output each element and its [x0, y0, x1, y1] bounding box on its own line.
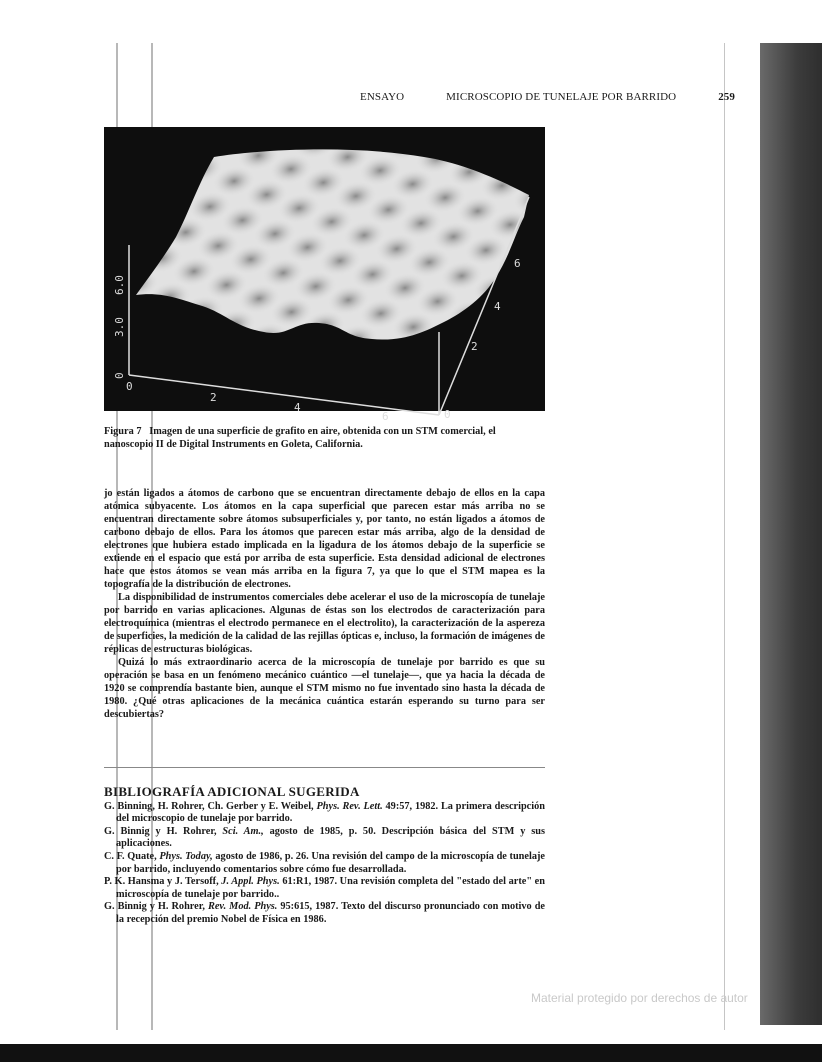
copyright-watermark: Material protegido por derechos de autor [531, 991, 748, 1005]
ref-details: 49:57, 1982. La primera descripción del microscopio de tunelaje por barrido. [116, 800, 545, 825]
caption-label: Figura 7 [104, 426, 142, 437]
ref-details: agosto de 1986, p. 26. Una revisión del campo de la microscopía de tunelaje por barrido, incluyendo comentarios sobre cómo fue desarrollada. [116, 850, 545, 875]
x-tick: 0 [126, 380, 133, 393]
reference-item [104, 876, 545, 901]
y-tick: 6 [514, 257, 521, 270]
ref-journal: Phys. Today, [159, 850, 213, 862]
ref-authors: G. Binnig y H. Rohrer, [104, 825, 217, 837]
surface [136, 149, 529, 339]
x-tick: 2 [210, 391, 217, 404]
ref-details: 95:615, 1987. Texto del discurso pronunciado con motivo de la recepción del premio Nobel de Física en 1986. [116, 901, 545, 925]
page-edge-line [724, 43, 725, 1030]
scan-edge-shadow [760, 43, 822, 1025]
paragraph: La disponibilidad de instrumentos comerciales debe acelerar el uso de la microscopía de tunelaje por barrido en varias aplicaciones. Algunas de éstas son los electrodos de caracterización para electroquímica (mientras el electrodo permanece en el electrolito), la caracterización de la aspereza de superficies, la medición de la calidad de las rejillas ópticas e, incluso, la formación de imágenes de réplicas de estructuras biológicas. [104, 592, 545, 655]
z-tick: 0 [113, 372, 126, 379]
body-text [104, 487, 545, 721]
paragraph: jo están ligados a átomos de carbono que se encuentran directamente debajo de ellos en la capa atómica subyacente. Los átomos en la capa superficial que parecen estar más arriba no se encuentran directamente sobre átomos subsuperficiales y, por tanto, no están ligados a átomos de carbono debajo de ellos. Para los átomos que parecen estar más arriba, algo de la densidad de electrones que hubiera estado implicada en la ligadura de los átomos debajo de la superficie se extiende en el espacio que está por arriba de esta superficie. Esta densidad adicional de electrones hace que estos átomos se vean más arriba en la figura 7, ya que lo que el STM mapea es la topografía de la distribución de electrones. [104, 488, 545, 590]
reference-item [104, 801, 545, 826]
stm-surface-figure [104, 127, 545, 423]
ref-details: 61:R1, 1987. Una revisión completa del "estado del arte" en microscopía de tunelaje por barrido.. [116, 876, 545, 900]
ref-authors: G. Binning, H. Rohrer, Ch. Gerber y E. Weibel, [104, 800, 314, 812]
reference-item [104, 826, 545, 851]
x-tick: 6 [382, 410, 389, 423]
ref-details: agosto de 1985, p. 50. Descripción básica del STM y sus aplicaciones. [116, 825, 545, 850]
bibliography [104, 786, 545, 927]
page-number: 259 [718, 91, 735, 103]
ref-journal: Rev. Mod. Phys. [207, 901, 278, 913]
running-header [360, 91, 735, 103]
z-tick: 6.0 [113, 275, 126, 295]
section-divider [104, 767, 545, 768]
header-section: ENSAYO [360, 91, 405, 103]
header-title: MICROSCOPIO DE TUNELAJE POR BARRIDO [446, 91, 677, 103]
ref-authors: C. F. Quate, [104, 850, 157, 862]
caption-text: Imagen de una superficie de grafito en aire, obtenida con un STM comercial, el nanoscopio II de Digital Instruments en Goleta, California. [104, 426, 496, 450]
ref-journal: J. Appl. Phys. [221, 876, 280, 888]
paragraph: Quizá lo más extraordinario acerca de la microscopía de tunelaje por barrido es que su operación se basa en un fenómeno mecánico cuántico —el tunelaje—, que ya hacia la década de 1920 se comprendía bastante bien, aunque el STM mismo no fue inventado sino hasta la década de 1980. ¿Qué otras aplicaciones de la mecánica cuántica estarán esperando su turno para ser descubiertas? [104, 657, 545, 720]
figure-caption [104, 425, 545, 451]
ref-journal: Phys. Rev. Lett. [316, 800, 383, 812]
ref-authors: G. Binnig y H. Rohrer, [104, 901, 205, 913]
z-tick: 3.0 [113, 317, 126, 337]
x-tick: 4 [294, 401, 301, 414]
y-tick: 2 [471, 340, 478, 353]
ref-authors: P. K. Hansma y J. Tersoff, [104, 876, 219, 888]
bottom-bar [0, 1044, 822, 1062]
bibliography-heading: BIBLIOGRAFÍA ADICIONAL SUGERIDA [104, 784, 360, 799]
ref-journal: Sci. Am., [222, 825, 264, 837]
reference-item [104, 851, 545, 876]
y-tick: 4 [494, 300, 501, 313]
reference-item [104, 901, 545, 926]
y-tick: 0 [444, 408, 451, 421]
